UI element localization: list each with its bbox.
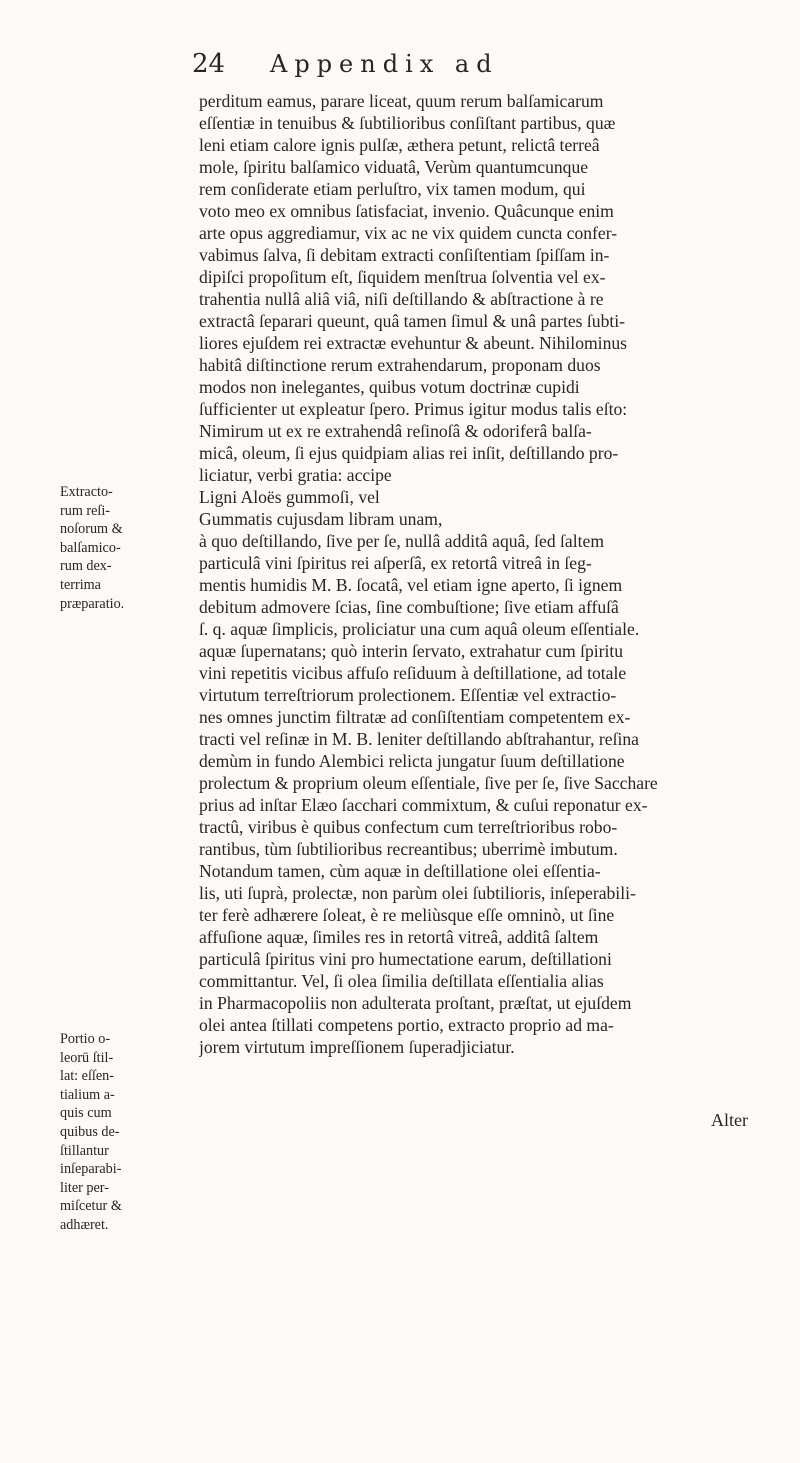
marginal-note-line: rum reſi- [60, 502, 111, 519]
text-line: particulâ ſpiritus vini pro humectatione earum, deſtillationi [199, 949, 612, 969]
text-line: ſ. q. aquæ ſimplicis, proliciatur una cum aquâ oleum eſſentiale. [199, 619, 640, 639]
text-line: Ligni Aloës gummoſi, vel [199, 487, 380, 507]
text-line: demùm in fundo Alembici relicta jungatur ſuum deſtillatione [199, 751, 625, 771]
page-header [192, 44, 762, 84]
text-line: perditum eamus, parare liceat, quum rerum balſamicarum [199, 91, 604, 111]
marginal-note-line: leorū ſtil- [60, 1049, 114, 1066]
marginal-note-line: Portio o- [60, 1031, 111, 1047]
text-line: à quo deſtillando, ſive per ſe, nullâ additâ aquâ, ſed ſaltem [199, 531, 605, 551]
text-line: liores ejuſdem rei extractæ evehuntur & abeunt. Nihilominus [199, 333, 628, 353]
marginal-note-line: Extracto- [60, 484, 113, 500]
text-line: micâ, oleum, ſi ejus quidpiam alias rei inſit, deſtillando pro- [199, 443, 619, 463]
text-line: habitâ diſtinctione rerum extrahendarum, proponam duos [199, 355, 601, 375]
text-line: tractû, viribus è quibus confectum cum terreſtrioribus robo- [199, 817, 618, 837]
body-text [199, 90, 767, 1058]
text-line: jorem virtutum impreſſionem ſuperadjiciatur. [199, 1037, 515, 1057]
marginal-note-line: lat: eſſen- [60, 1068, 114, 1085]
text-line: olei antea ſtillati competens portio, extracto proprio ad ma- [199, 1015, 614, 1035]
text-line: rem conſiderate etiam perluſtro, vix tamen modum, qui [199, 179, 586, 199]
text-line: Notandum tamen, cùm aquæ in deſtillatione olei eſſentia- [199, 861, 601, 881]
marginal-note-line: quis cum [60, 1105, 112, 1122]
text-line: prius ad inſtar Elæo ſacchari commixtum, & cuſui reponatur ex- [199, 795, 648, 815]
marginal-note [60, 1030, 170, 1235]
text-line: ſufficienter ut expleatur ſpero. Primus igitur modus talis eſto: [199, 399, 628, 419]
catchword: Alter [711, 1110, 748, 1130]
marginal-note-line: balſamico- [60, 539, 121, 556]
text-line: Nimirum ut ex re extrahendâ reſinoſâ & odoriferâ balſa- [199, 421, 592, 441]
text-line: trahentia nullâ aliâ viâ, niſi deſtillando & abſtractione à re [199, 289, 604, 309]
text-line: leni etiam calore ignis pulſæ, æthera petunt, relictâ terreâ [199, 135, 600, 155]
marginal-note-line: adhæret. [60, 1216, 109, 1233]
marginal-note-line: ſtillantur [60, 1142, 109, 1159]
text-line: tracti vel reſinæ in M. B. leniter deſtillando abſtrahantur, reſina [199, 729, 639, 749]
text-line: extractâ ſeparari queunt, quâ tamen ſimul & unâ partes ſubti- [199, 311, 626, 331]
marginal-note-line: inſeparabi- [60, 1161, 122, 1178]
text-line: particulâ vini ſpiritus rei aſperſâ, ex retortâ vitreâ in ſeg- [199, 553, 592, 573]
running-title: Appendix ad [270, 50, 499, 78]
text-line: ter ferè adhærere ſoleat, è re meliùsque eſſe omninò, ut ſine [199, 905, 615, 925]
text-line: mentis humidis M. B. ſocatâ, vel etiam igne aperto, ſi ignem [199, 575, 623, 595]
text-line: dipiſci propoſitum eſt, ſiquidem menſtrua ſolventia vel ex- [199, 267, 606, 287]
text-line: modos non inelegantes, quibus votum doctrinæ cupidi [199, 377, 580, 397]
marginal-note-line: miſcetur & [60, 1198, 122, 1215]
marginal-note-line: noſorum & [60, 521, 123, 538]
text-line: virtutum terreſtriorum prolectionem. Eſſentiæ vel extractio- [199, 685, 617, 705]
text-line: prolectum & proprium oleum eſſentiale, ſive per ſe, ſive Sacchare [199, 773, 658, 793]
text-line: voto meo ex omnibus ſatisfaciat, invenio. Quâcunque enim [199, 201, 614, 221]
text-line: vabimus ſalva, ſi debitam extracti conſiſtentiam ſpiſſam in- [199, 245, 610, 265]
marginal-note-line: liter per- [60, 1179, 109, 1196]
marginal-note-line: tialium a- [60, 1086, 115, 1103]
text-line: rantibus, tùm ſubtilioribus recreantibus; uberrimè imbutum. [199, 839, 618, 859]
text-line: arte opus aggrediamur, vix ac ne vix quidem cuncta confer- [199, 223, 618, 243]
marginal-note-line: quibus de- [60, 1123, 120, 1140]
text-line: eſſentiæ in tenuibus & ſubtilioribus conſiſtant partibus, quæ [199, 113, 616, 133]
text-line: liciatur, verbi gratia: accipe [199, 465, 392, 485]
page-number: 24 [192, 49, 226, 79]
text-line: affuſione aquæ, ſimiles res in retortâ vitreâ, additâ ſaltem [199, 927, 599, 947]
marginal-note [60, 483, 170, 613]
marginal-note-line: rum dex- [60, 558, 112, 575]
marginal-note-line: terrima [60, 576, 101, 593]
text-line: mole, ſpiritu balſamico viduatâ, Verùm quantumcunque [199, 157, 589, 177]
text-line: Gummatis cujusdam libram unam, [199, 509, 443, 529]
text-line: aquæ ſupernatans; quò interin ſervato, extrahatur cum ſpiritu [199, 641, 624, 661]
text-line: committantur. Vel, ſi olea ſimilia deſtillata eſſentialia alias [199, 971, 604, 991]
text-line: nes omnes junctim filtratæ ad conſiſtentiam competentem ex- [199, 707, 631, 727]
marginal-note-line: præparatio. [60, 595, 125, 612]
text-line: vini repetitis vicibus affuſo reſiduum à deſtillatione, ad totale [199, 663, 627, 683]
text-line: in Pharmacopoliis non adulterata proſtant, præſtat, ut ejuſdem [199, 993, 632, 1013]
text-line: debitum admovere ſcias, ſine combuſtione; ſive etiam affuſâ [199, 597, 619, 617]
text-line: lis, uti ſuprà, prolectæ, non parùm olei ſubtilioris, inſeperabili- [199, 883, 636, 903]
